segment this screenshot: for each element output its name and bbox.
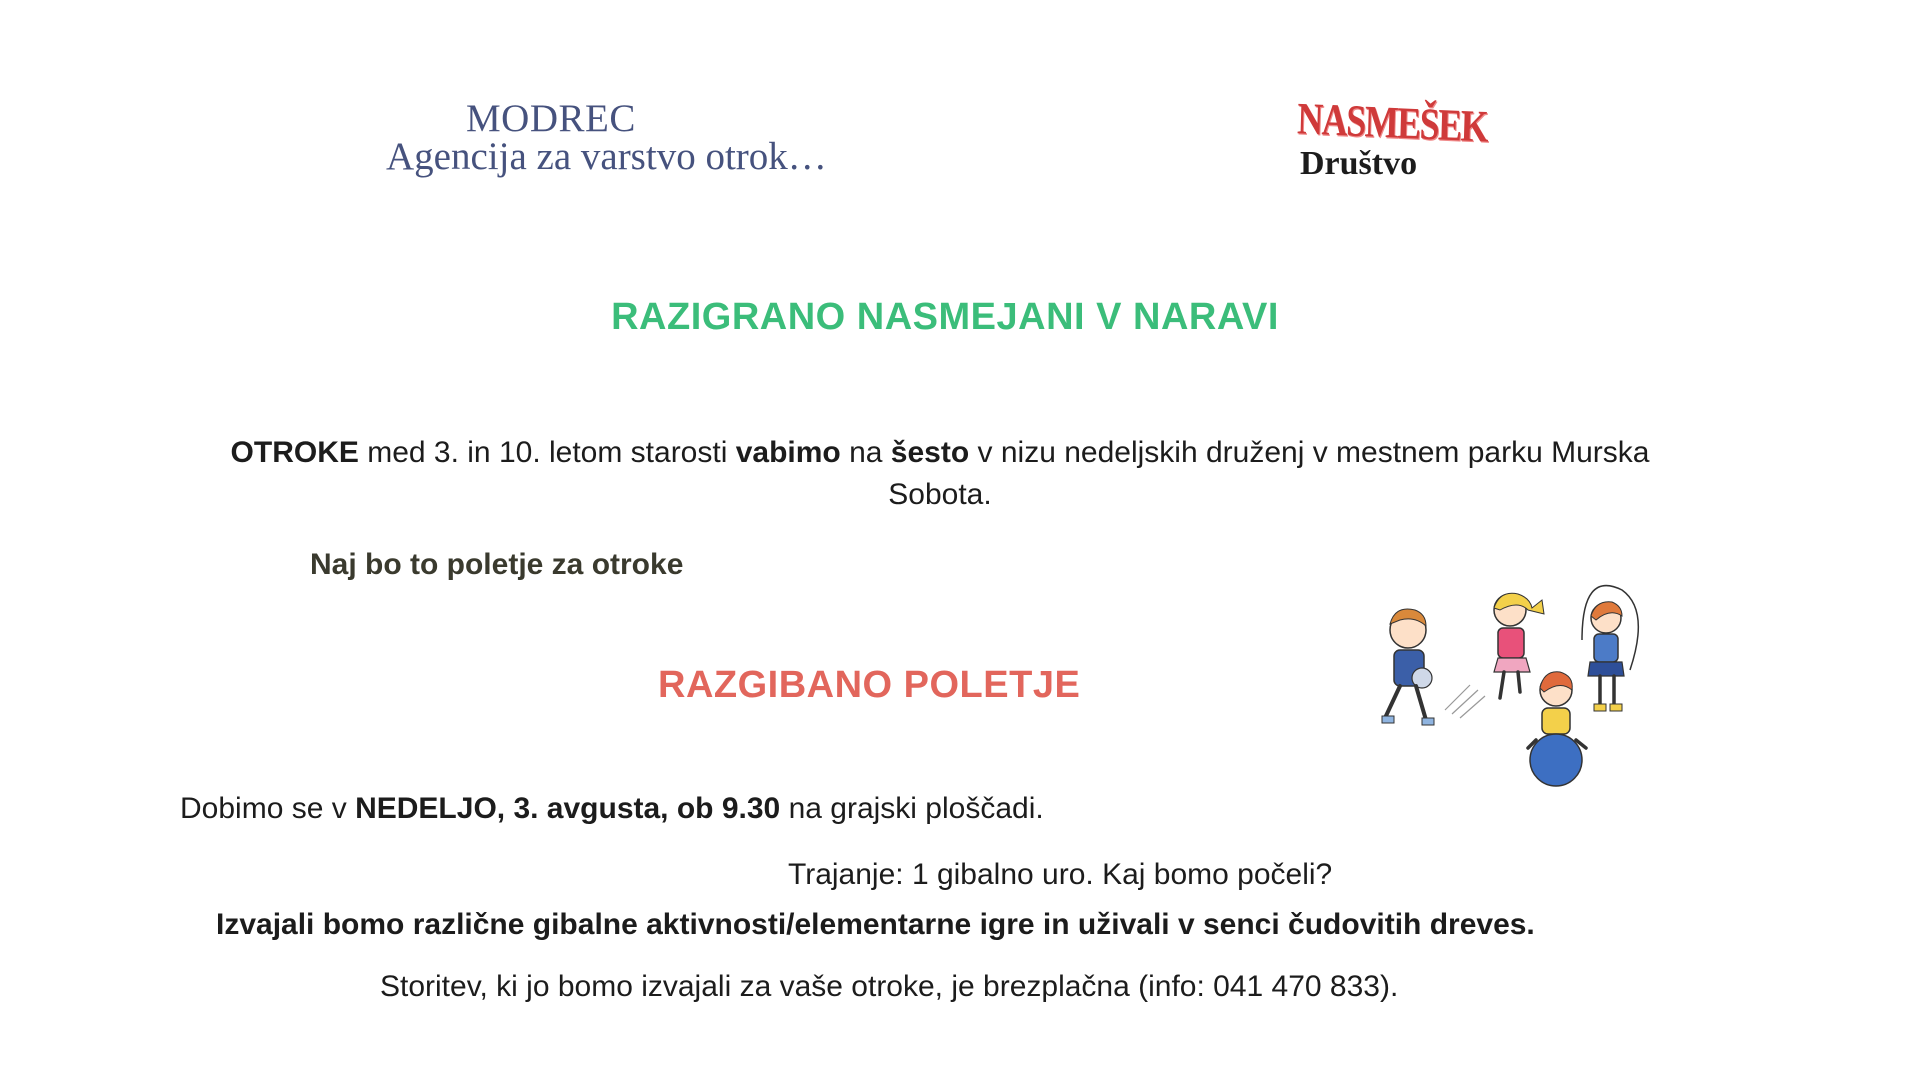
invitation-text-age: med 3. in 10. letom starosti [358,436,736,469]
meeting-bold-date: NEDELJO, 3. avgusta, ob 9.30 [355,792,781,825]
modrec-title: MODREC [466,97,636,140]
modrec-subtitle: Agencija za varstvo otrok… [386,135,827,178]
invitation-text-to: na [840,436,891,469]
subtitle: RAZGIBANO POLETJE [658,664,1081,706]
invitation-text-park: v nizu nedeljskih druženj v mestnem parku Murska Sobota. [888,436,1650,511]
slogan: Naj bo to poletje za otroke [310,548,684,581]
meeting-text-place: na grajski ploščadi. [780,792,1044,825]
drustvo-label: Društvo [1300,145,1418,182]
invitation-bold-invite: vabimo [735,436,841,469]
kid-on-ball-figure [1528,672,1586,786]
invitation-paragraph [210,432,1670,516]
children-playing-illustration [1360,580,1660,800]
girl-rope-figure [1582,586,1638,711]
invitation-bold-sixth: šesto [890,436,970,469]
invitation-bold-children: OTROKE [230,436,359,469]
nasmesek-logo: NASMEŠEK [1296,93,1488,152]
activities-line: Izvajali bomo različne gibalne aktivnosti/elementarne igre in uživali v senci čudovitih dreves. [216,908,1535,941]
meeting-text-intro: Dobimo se v [180,792,356,825]
meeting-line [180,792,1044,826]
duration-line: Trajanje: 1 gibalno uro. Kaj bomo počeli? [788,858,1333,891]
service-info-line: Storitev, ki jo bomo izvajali za vaše otroke, je brezplačna (info: 041 470 833). [380,970,1399,1003]
main-title: RAZIGRANO NASMEJANI V NARAVI [611,296,1279,338]
girl-pink-figure [1494,593,1544,698]
boy-figure [1382,609,1434,725]
